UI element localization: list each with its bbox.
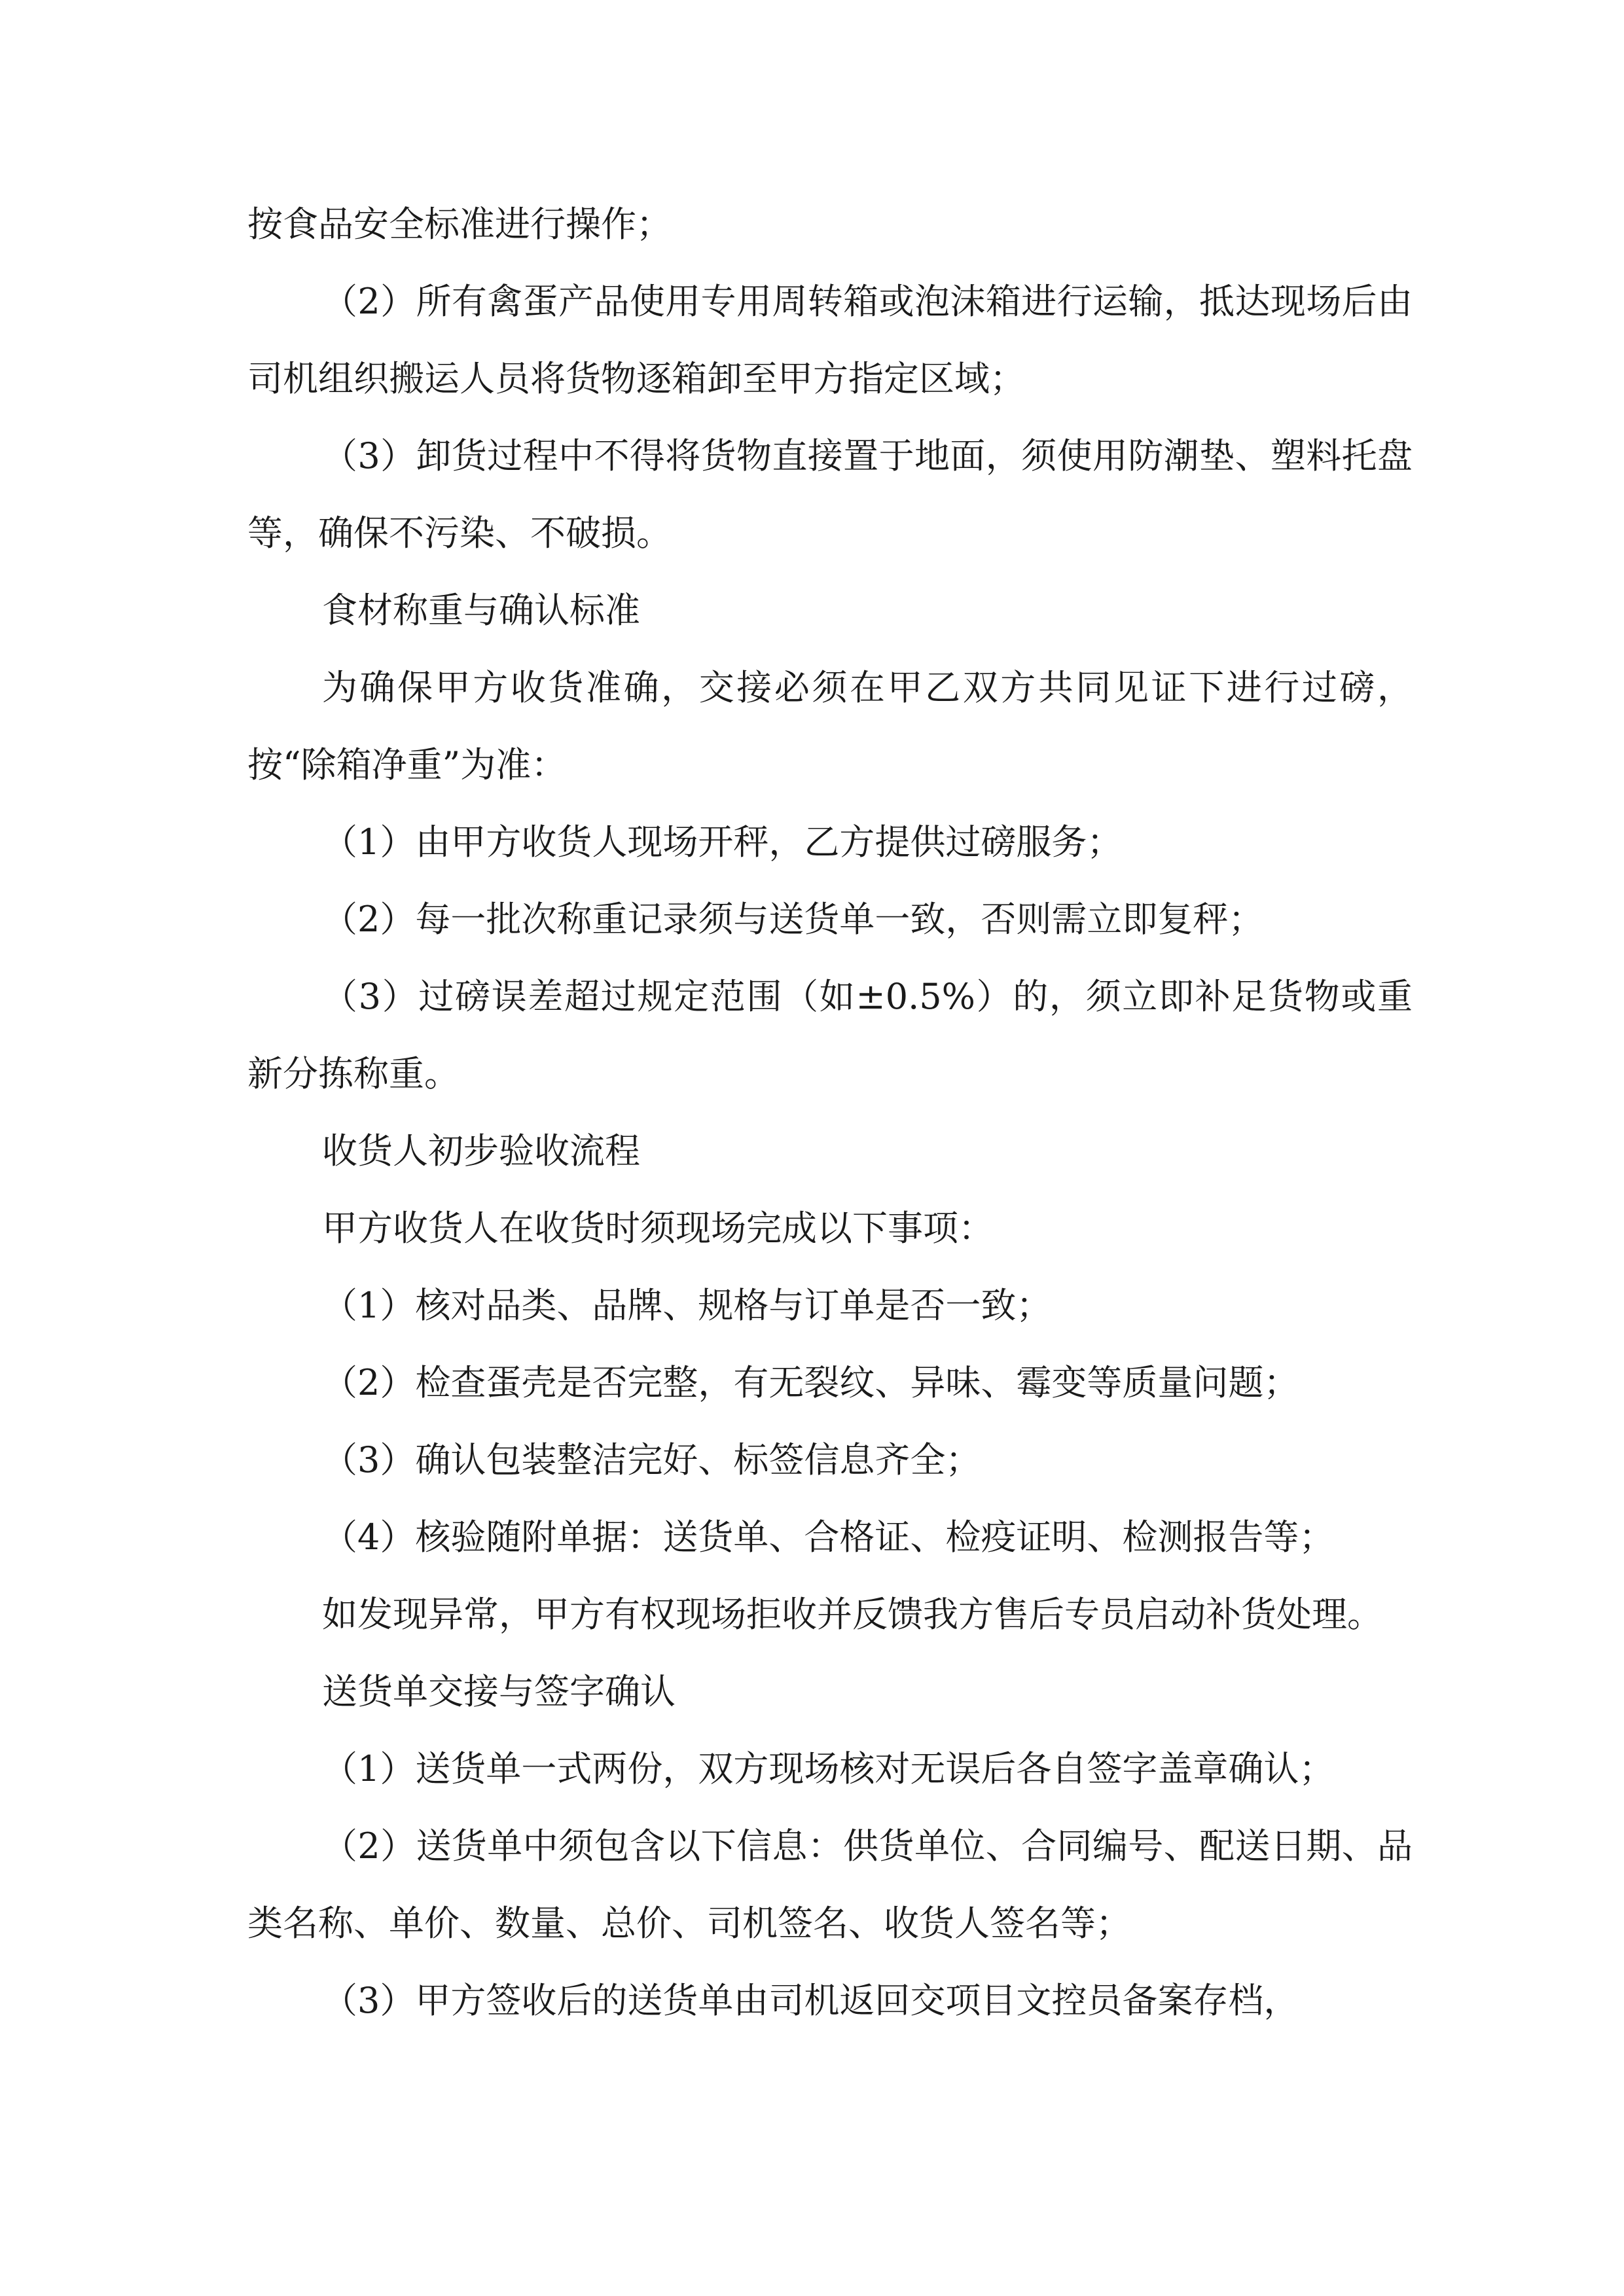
document-body xyxy=(247,186,1413,2039)
list-item: （3）甲方签收后的送货单由司机返回交项目文控员备案存档， xyxy=(322,1980,1299,2021)
list-item: （1）核对品类、品牌、规格与订单是否一致； xyxy=(322,1285,1052,1326)
paragraph: 为确保甲方收货准确，交接必须在甲乙双方共同见证下进行过磅，按“除箱净重”为准： xyxy=(247,667,1413,785)
list-item: （3）确认包装整洁完好、标签信息齐全； xyxy=(322,1439,981,1480)
paragraph: 如发现异常，甲方有权现场拒收并反馈我方售后专员启动补货处理。 xyxy=(322,1594,1382,1635)
paragraph: （3）卸货过程中不得将货物直接置于地面，须使用防潮垫、塑料托盘等，确保不污染、不破损。 xyxy=(247,435,1413,554)
list-item: （3）过磅误差超过规定范围（如±0.5%）的，须立即补足货物或重新分拣称重。 xyxy=(247,976,1413,1094)
list-item: （2）每一批次称重记录须与送货单一致，否则需立即复秤； xyxy=(322,899,1264,940)
list-item: （4）核验随附单据：送货单、合格证、检疫证明、检测报告等； xyxy=(322,1516,1335,1558)
list-item: （1）送货单一式两份，双方现场核对无误后各自签字盖章确认； xyxy=(322,1748,1335,1789)
section-heading: 送货单交接与签字确认 xyxy=(322,1671,676,1712)
section-heading: 食材称重与确认标准 xyxy=(322,590,640,631)
section-heading: 收货人初步验收流程 xyxy=(322,1130,640,1172)
list-item: （1）由甲方收货人现场开秤，乙方提供过磅服务； xyxy=(322,821,1123,863)
paragraph: 甲方收货人在收货时须现场完成以下事项： xyxy=(322,1208,994,1249)
paragraph: （2）所有禽蛋产品使用专用周转箱或泡沫箱进行运输，抵达现场后由司机组织搬运人员将货物逐箱卸至甲方指定区域； xyxy=(247,281,1413,399)
paragraph: 按食品安全标准进行操作； xyxy=(247,204,672,245)
list-item: （2）检查蛋壳是否完整，有无裂纹、异味、霉变等质量问题； xyxy=(322,1362,1299,1403)
list-item: （2）送货单中须包含以下信息：供货单位、合同编号、配送日期、品类名称、单价、数量、总价、司机签名、收货人签名等； xyxy=(247,1825,1413,1944)
